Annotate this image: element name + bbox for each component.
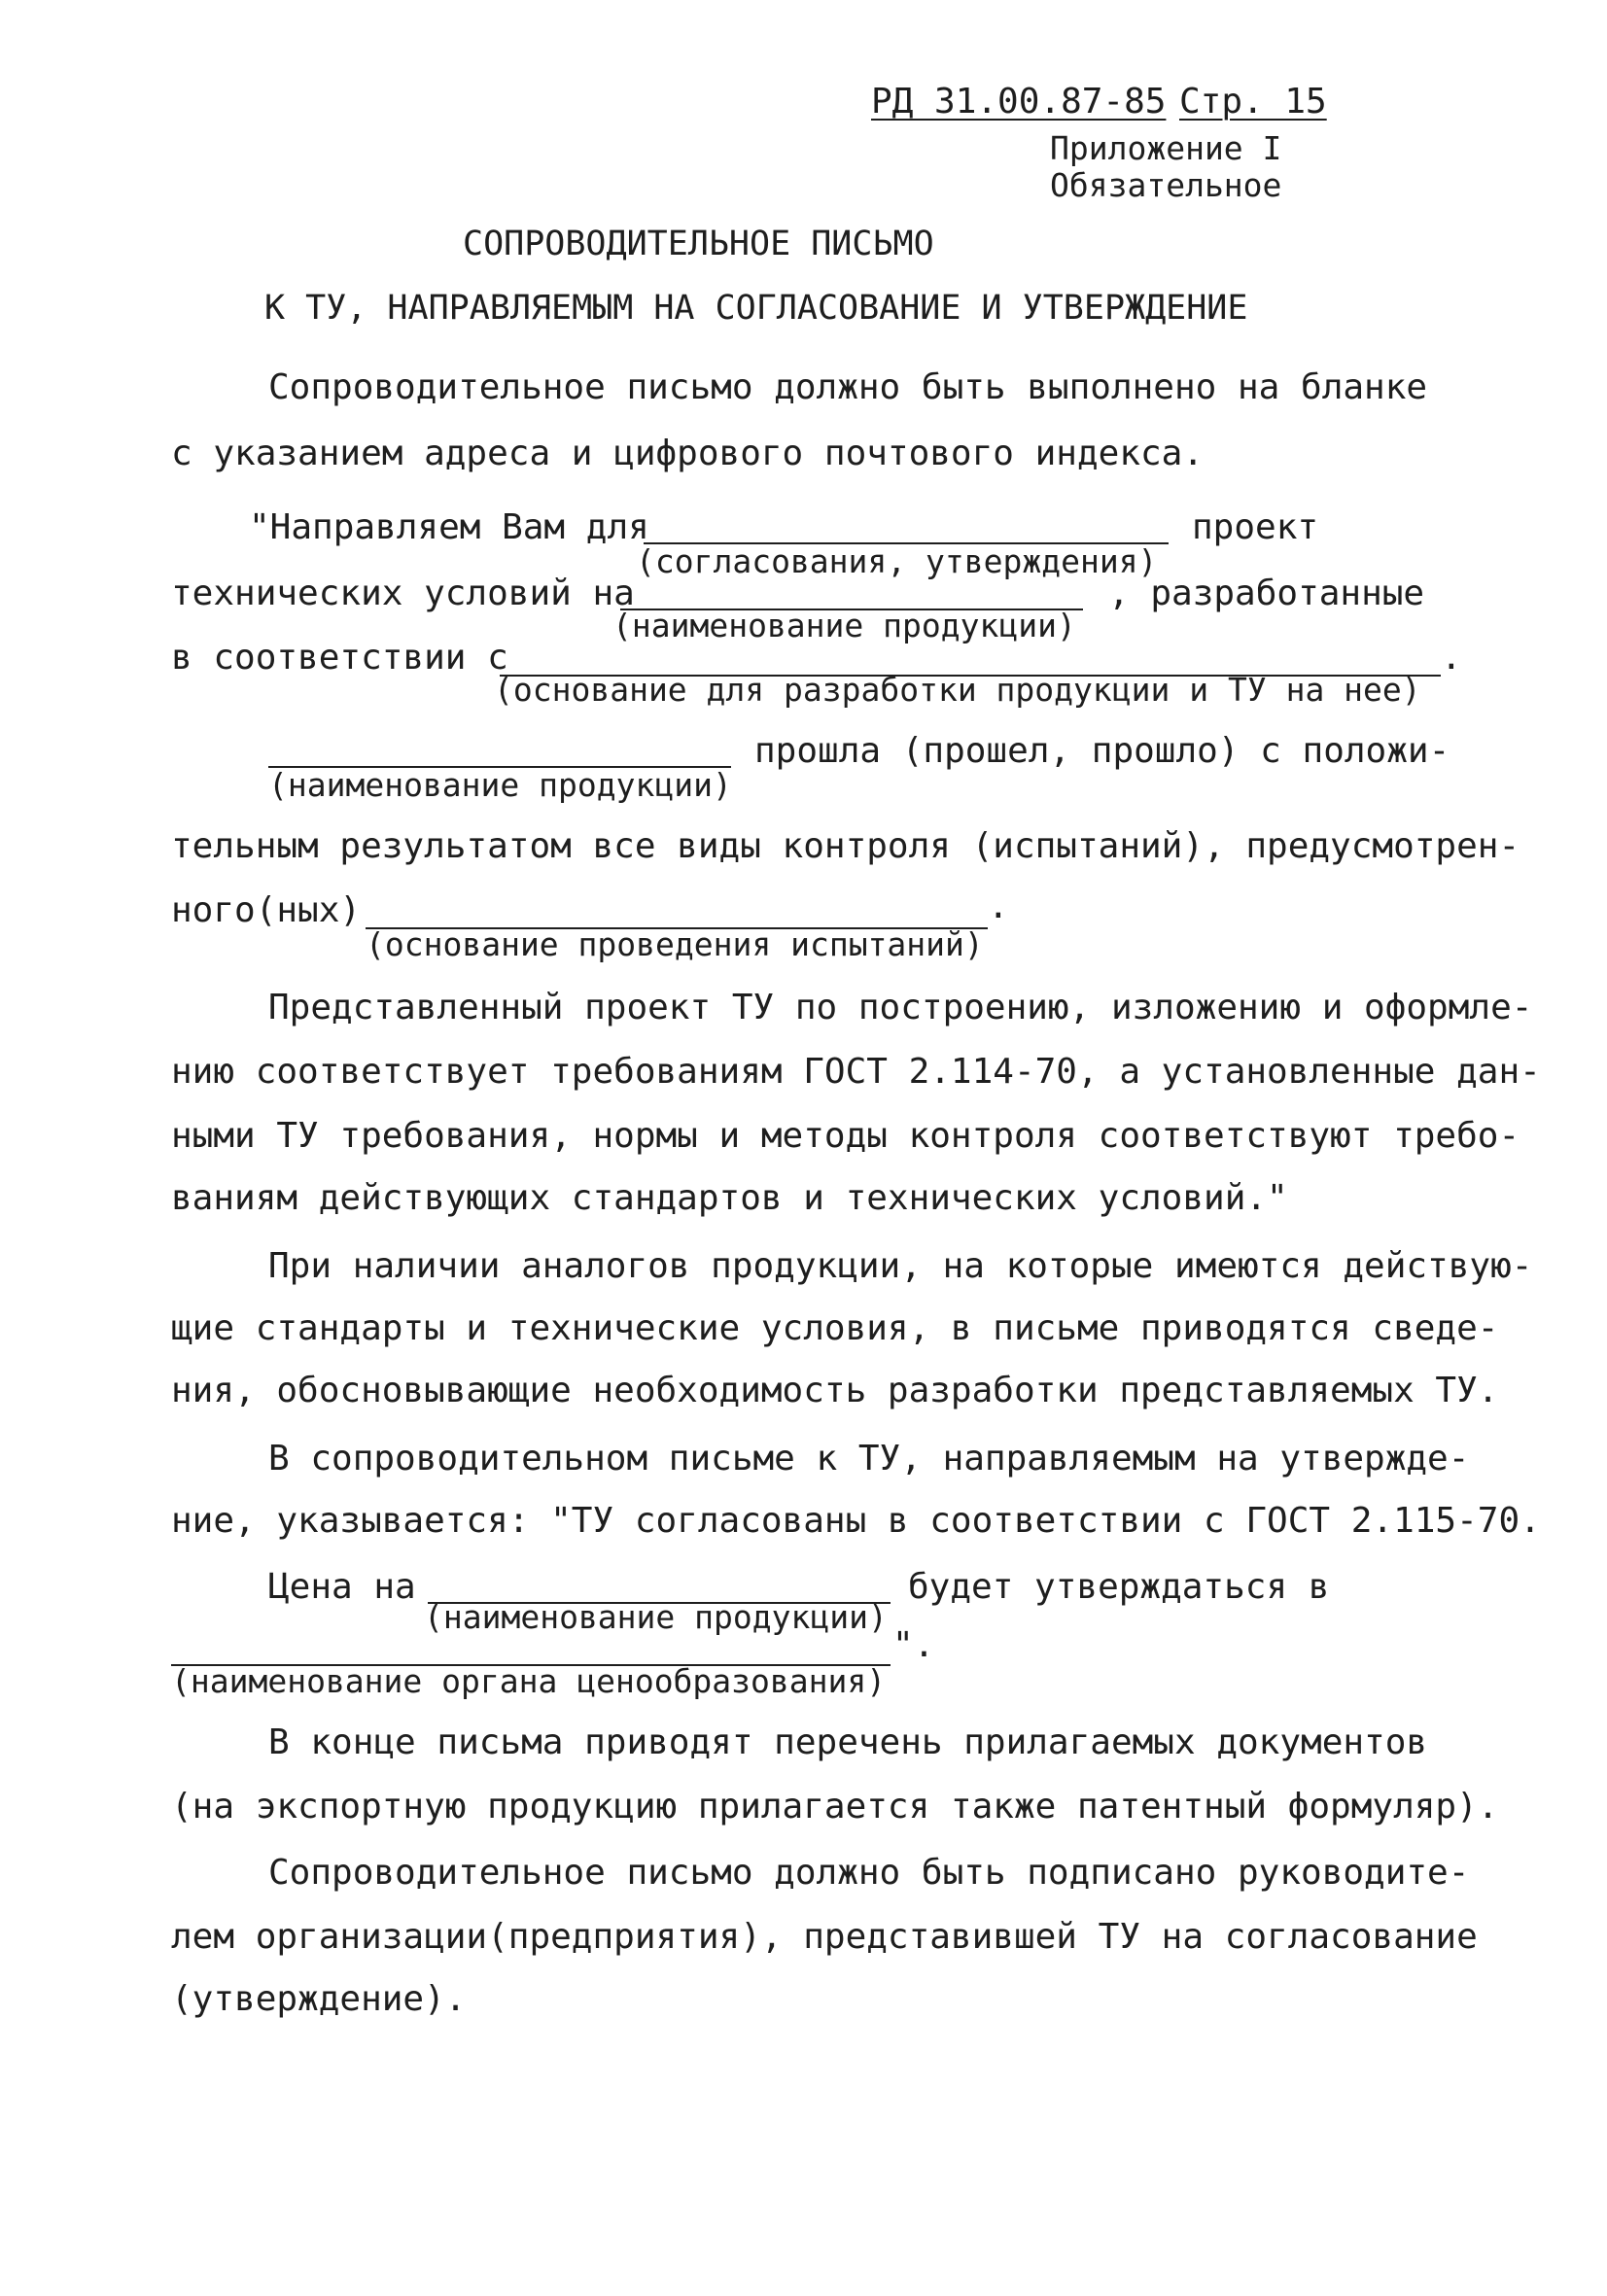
para-1-line-2: нию соответствует требованиям ГОСТ 2.114-70, а установленные дан-	[171, 1052, 1541, 1092]
title-line-2: К ТУ, НАПРАВЛЯЕМЫМ НА СОГЛАСОВАНИЕ И УТВЕРЖДЕНИЕ	[264, 289, 1248, 328]
intro-line-2: с указанием адреса и цифрового почтового индекса.	[171, 434, 1205, 473]
form-row-6-end: .	[988, 887, 1009, 926]
appendix-label: Приложение I	[1050, 129, 1282, 167]
form-row-4-text: прошла (прошел, прошло) с положи-	[754, 731, 1450, 771]
form-caption-2: (наименование продукции)	[612, 607, 1076, 644]
para-4-line-2: (на экспортную продукцию прилагается также патентный формуляр).	[171, 1787, 1499, 1826]
form-caption-4: (наименование продукции)	[268, 766, 732, 804]
form-row-1-text: "Направляем Вам для	[249, 507, 649, 547]
price-caption-1: (наименование продукции)	[424, 1598, 888, 1636]
para-2-line-3: ния, обосновывающие необходимость разработки представляемых ТУ.	[171, 1371, 1499, 1410]
price-text-end: будет утверждаться в	[908, 1567, 1330, 1607]
page-number: Стр. 15	[1179, 82, 1327, 122]
appendix-status: Обязательное	[1050, 166, 1282, 204]
form-row-6-text: ного(ных)	[171, 890, 362, 930]
form-row-2-text: технических условий на	[171, 574, 635, 613]
para-5-line-2: лем организации(предприятия), представившей ТУ на согласование	[171, 1917, 1478, 1957]
para-1-line-1: Представленный проект ТУ по построению, изложению и оформле-	[268, 988, 1533, 1027]
form-caption-1: (согласования, утверждения)	[636, 542, 1158, 580]
form-row-2-end: , разработанные	[1108, 574, 1425, 613]
form-row-1-end: проект	[1192, 507, 1319, 547]
document-reference: РД 31.00.87-85	[871, 82, 1167, 122]
form-row-3-text: в соответствии с	[171, 638, 508, 678]
para-1-line-4: ваниям действующих стандартов и технических условий."	[171, 1178, 1288, 1218]
para-3-line-2: ние, указывается: "ТУ согласованы в соответствии с ГОСТ 2.115-70.	[171, 1501, 1541, 1541]
form-caption-6: (основание проведения испытаний)	[366, 925, 984, 963]
form-caption-3: (основание для разработки продукции и ТУ на нее)	[494, 671, 1421, 709]
intro-line-1: Сопроводительное письмо должно быть выполнено на бланке	[268, 367, 1428, 407]
price-end-quote: ".	[892, 1625, 935, 1665]
price-text: Цена на	[268, 1567, 416, 1607]
form-row-5-text: тельным результатом все виды контроля (испытаний), предусмотрен-	[171, 826, 1520, 866]
para-2-line-1: При наличии аналогов продукции, на которые имеются действую-	[268, 1246, 1533, 1286]
form-row-3-end: .	[1441, 638, 1462, 678]
price-caption-2: (наименование органа ценообразования)	[171, 1662, 887, 1700]
para-2-line-2: щие стандарты и технические условия, в письме приводятся сведе-	[171, 1308, 1499, 1348]
para-1-line-3: ными ТУ требования, нормы и методы контроля соответствуют требо-	[171, 1116, 1520, 1156]
para-3-line-1: В сопроводительном письме к ТУ, направляемым на утвержде-	[268, 1439, 1470, 1478]
para-5-line-3: (утверждение).	[171, 1979, 467, 2019]
title-line-1: СОПРОВОДИТЕЛЬНОЕ ПИСЬМО	[463, 225, 934, 263]
para-4-line-1: В конце письма приводят перечень прилагаемых документов	[268, 1722, 1428, 1762]
para-5-line-1: Сопроводительное письмо должно быть подписано руководите-	[268, 1853, 1470, 1893]
